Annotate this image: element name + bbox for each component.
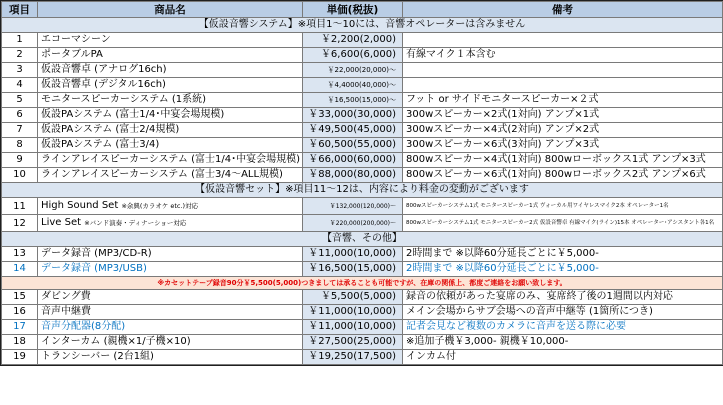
row-no: 4 [2, 78, 38, 93]
row-note [403, 63, 723, 78]
row-name: データ録音 (MP3/USB) [38, 262, 303, 277]
row-price: ￥49,500(45,000) [303, 123, 403, 138]
row-no: 17 [2, 320, 38, 335]
row-no: 11 [2, 198, 38, 215]
row-price: ￥2,200(2,000) [303, 33, 403, 48]
row-name: インターカム (親機×1/子機×10) [38, 335, 303, 350]
row-price: ￥11,000(10,000) [303, 320, 403, 335]
table-row [2, 78, 723, 93]
row-name: 仮設PAシステム (富士3/4) [38, 138, 303, 153]
row-no: 7 [2, 123, 38, 138]
row-no: 10 [2, 168, 38, 183]
table-header-row [2, 2, 723, 18]
row-note [403, 78, 723, 93]
table-row [2, 168, 723, 183]
header-name: 商品名 [38, 2, 303, 18]
section-title: 【仮設音響システム】 [198, 19, 298, 30]
table-row [2, 305, 723, 320]
row-price: ￥27,500(25,000) [303, 335, 403, 350]
row-note: 記者会見など複数のカメラに音声を送る際に必要 [403, 320, 723, 335]
section-title: 【仮設音響セット】 [195, 184, 286, 195]
row-name: Live Set [41, 217, 82, 228]
table-row [2, 247, 723, 262]
row-name: ラインアレイスピーカーシステム (富士1/4･中宴会場規模) [38, 153, 303, 168]
row-no: 3 [2, 63, 38, 78]
section-note: ※項目1～10には、音響オペレーターは含みません [297, 19, 526, 30]
row-no: 8 [2, 138, 38, 153]
section-row [2, 232, 723, 247]
row-price: ￥16,500(15,000)～ [303, 93, 403, 108]
row-name: ダビング費 [38, 290, 303, 305]
row-price: ￥132,000(120,000)～ [303, 198, 403, 215]
row-price: ￥6,600(6,000) [303, 48, 403, 63]
row-price: ￥66,000(60,000) [303, 153, 403, 168]
row-name-note: ※バンド演奏・ディナーショー対応 [84, 219, 187, 227]
table-row [2, 198, 723, 215]
row-name: 音声分配器(8分配) [38, 320, 303, 335]
warning-row [2, 277, 723, 290]
table-row [2, 262, 723, 277]
row-name: 音声中継費 [38, 305, 303, 320]
row-price: ￥220,000(200,000)～ [303, 215, 403, 232]
row-price: ￥88,000(80,000) [303, 168, 403, 183]
row-note: 2時間まで ※以降60分延長ごとに￥5,000- [403, 262, 723, 277]
row-note: フット or サイドモニタースピーカー×２式 [403, 93, 723, 108]
table-row [2, 48, 723, 63]
table-row [2, 290, 723, 305]
row-name-cell [38, 198, 303, 215]
row-note: メイン会場からサブ会場への音声中継等 (1箇所につき) [403, 305, 723, 320]
row-note: 800wスピーカーシステム1式 モニタースピーカー2式 仮設音響卓 有線マイク(ライン)15本 オペレーター･アシスタント各1名 [403, 215, 723, 232]
row-note: 有線マイク１本含む [403, 48, 723, 63]
row-no: 5 [2, 93, 38, 108]
section-row [2, 18, 723, 33]
row-name-cell [38, 215, 303, 232]
table-row [2, 335, 723, 350]
table-row [2, 320, 723, 335]
row-note [403, 33, 723, 48]
table-row [2, 138, 723, 153]
warning-text: ※カセットテープ録音90分￥5,500(5,000)つきましては承ることも可能ですが、在庫の関係上、都度ご連絡をお願い致します。 [2, 277, 723, 290]
row-price: ￥11,000(10,000) [303, 305, 403, 320]
row-note: 300wスピーカー×6式(3対向) アンプ×3式 [403, 138, 723, 153]
row-note: 800wスピーカー×4式(1対向) 800wローボックス1式 アンプ×3式 [403, 153, 723, 168]
row-no: 14 [2, 262, 38, 277]
section-row [2, 183, 723, 198]
row-note: 録音の依頼があった宴席のみ、宴席終了後の1週間以内対応 [403, 290, 723, 305]
table-row [2, 33, 723, 48]
row-no: 6 [2, 108, 38, 123]
row-price: ￥33,000(30,000) [303, 108, 403, 123]
row-price: ￥22,000(20,000)～ [303, 63, 403, 78]
header-price: 単価(税抜) [303, 2, 403, 18]
row-name: High Sound Set [41, 200, 119, 211]
row-price: ￥11,000(10,000) [303, 247, 403, 262]
table-row [2, 63, 723, 78]
row-note: 300wスピーカー×2式(1対向) アンプ×1式 [403, 108, 723, 123]
row-note: 800wスピーカーシステム1式 モニタースピーカー1式 ヴォーカル用ワイヤレスマイク2本 オペレーター1名 [403, 198, 723, 215]
section-title: 【音響、その他】 [322, 233, 402, 244]
row-price: ￥60,500(55,000) [303, 138, 403, 153]
row-name: 仮設音響卓 (アナログ16ch) [38, 63, 303, 78]
row-name: エコーマシーン [38, 33, 303, 48]
row-name: 仮設PAシステム (富士1/4･中宴会場規模) [38, 108, 303, 123]
table-row [2, 123, 723, 138]
table-row [2, 350, 723, 365]
row-name: 仮設音響卓 (デジタル16ch) [38, 78, 303, 93]
table-row [2, 93, 723, 108]
row-name: トランシーバー (2台1組) [38, 350, 303, 365]
row-name-note: ※余興(カラオケ etc.)対応 [121, 202, 199, 210]
header-note: 備考 [403, 2, 723, 18]
row-no: 2 [2, 48, 38, 63]
row-name: 仮設PAシステム (富士2/4規模) [38, 123, 303, 138]
table-row [2, 108, 723, 123]
row-name: データ録音 (MP3/CD-R) [38, 247, 303, 262]
row-no: 13 [2, 247, 38, 262]
row-note: 300wスピーカー×4式(2対向) アンプ×2式 [403, 123, 723, 138]
header-no: 項目 [2, 2, 38, 18]
row-no: 18 [2, 335, 38, 350]
row-no: 15 [2, 290, 38, 305]
row-no: 1 [2, 33, 38, 48]
row-no: 16 [2, 305, 38, 320]
row-price: ￥19,250(17,500) [303, 350, 403, 365]
row-note: ※追加子機￥3,000- 親機￥10,000- [403, 335, 723, 350]
row-price: ￥5,500(5,000) [303, 290, 403, 305]
table-row [2, 215, 723, 232]
section-note: ※項目11～12は、内容により料金の変動がございます [285, 184, 529, 195]
row-note: 800wスピーカー×6式(1対向) 800wローボックス2式 アンプ×6式 [403, 168, 723, 183]
row-name: ラインアレイスピーカーシステム (富士3/4～ALL規模) [38, 168, 303, 183]
row-no: 19 [2, 350, 38, 365]
row-name: ポータブルPA [38, 48, 303, 63]
row-name: モニタースピーカーシステム (1系統) [38, 93, 303, 108]
row-no: 12 [2, 215, 38, 232]
row-note: インカム付 [403, 350, 723, 365]
row-note: 2時間まで ※以降60分延長ごとに￥5,000- [403, 247, 723, 262]
row-no: 9 [2, 153, 38, 168]
row-price: ￥16,500(15,000) [303, 262, 403, 277]
table-row [2, 153, 723, 168]
row-price: ￥4,4000(40,000)～ [303, 78, 403, 93]
price-table [1, 1, 723, 365]
